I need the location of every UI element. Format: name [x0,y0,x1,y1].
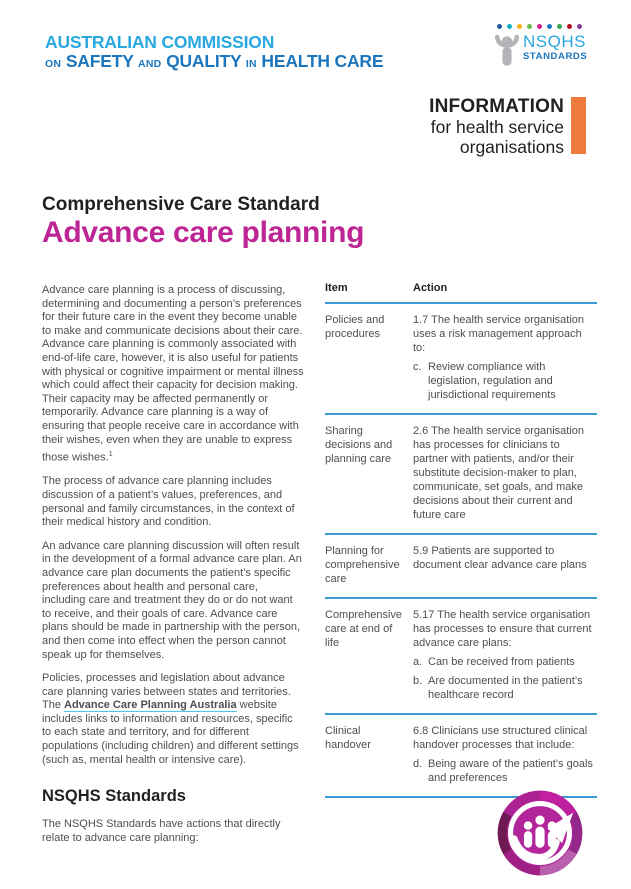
row-action-text: 2.6 The health service organisation has processes for clinicians to partner with patients, and/or their substitute decision-maker to plan, communicate, set goals, and make decisions about their current and future care [413,425,585,521]
action-subitem: a. Can be received from patients [413,656,575,668]
row-item-label: Sharing decisions and planning care [325,425,393,465]
acsqhc-logo [45,33,383,74]
closing-paragraph: The NSQHS Standards have actions that directly relate to advance care planning: [42,818,281,844]
paragraph-2: The process of advance care planning includes discussion of a patient’s values, preferences, and personal and family circumstances, in the context of their medical history and condition. [42,475,295,529]
nsqhs-dot-icon [517,24,522,29]
row-action-text: 1.7 The health service organisation uses a risk management approach to: [413,314,585,354]
row-action-text: 5.17 The health service organisation has processes to ensure that current advance care plans: [413,609,592,649]
logo-word-healthcare: HEALTH CARE [261,51,384,71]
nsqhs-logo-line1: NSQHS [523,32,586,51]
row-item-label: Policies and procedures [325,314,385,340]
nsqhs-dot-icon [547,24,552,29]
title-block [42,194,364,250]
table-row [325,304,597,415]
info-banner-title: INFORMATION [429,96,564,117]
paragraph-3: An advance care planning discussion will often result in the development of a formal advance care plan. An advance care plan documents the patient’s specific preferences about health and personal care, including care and treatment they do or do not want to receive, and their goals of care. Advance care plans should be made in partnership with the person, and then come into effect when the person cannot speak up for themselves. [42,539,302,661]
info-banner-line3: organisations [459,137,564,157]
actions-table [325,281,597,798]
row-action-text: 6.8 Clinicians use structured clinical handover processes that include: [413,725,588,751]
info-banner-line2: for health service [430,117,564,137]
table-row [325,599,597,715]
nsqhs-logo-text [523,33,587,62]
row-item-label: Clinical handover [325,725,371,751]
row-action-text: 5.9 Patients are supported to document clear advance care plans [413,545,587,571]
logo-word-in: IN [245,58,257,70]
page-title: Advance care planning [42,216,365,249]
logo-word-safety: SAFETY [65,51,134,71]
acsqhc-logo-line1: AUSTRALIAN COMMISSION [45,32,275,52]
nsqhs-dots [497,24,594,29]
paragraph-1: Advance care planning is a process of discussing, determining and documenting a person’s preferences for their future care in the event they become unable to make and communicate decisions about their care. Advance care planning is commonly associated with end-of-life care, however, it is also useful for patients with physical or cognitive impairment or mental illness which could affect their capacity for decision making. Their capacity may be affected permanently or temporarily. Advance care planning is a way of ensuring that people receive care in accordance with their wishes, even when they are unable to express those wishes.$^1$ [42,284,304,464]
row-item-label: Comprehensive care at end of life [325,609,403,649]
comprehensive-care-standard-icon [494,787,586,879]
nsqhs-dot-icon [567,24,572,29]
logo-word-on: ON [45,58,62,70]
article-body [42,284,304,855]
action-subitem: c. Review compliance with legislation, regulation and jurisdictional requirements [413,361,556,401]
nsqhs-logo-line2: STANDARDS [523,51,588,62]
nsqhs-standards-logo [494,24,594,72]
column-header-action: Action [413,282,448,294]
nsqhs-dot-icon [557,24,562,29]
nsqhs-dot-icon [577,24,582,29]
info-accent-bar [571,97,586,154]
info-banner [429,97,586,157]
advance-care-planning-australia-link[interactable]: Advance Care Planning Australia [64,699,237,712]
nsqhs-dot-icon [537,24,542,29]
table-row [325,535,597,599]
nsqhs-standards-heading: NSQHS Standards [42,787,186,806]
logo-word-quality: QUALITY [166,51,242,71]
column-header-item: Item [325,282,348,294]
table-row [325,715,597,798]
action-subitem: b. Are documented in the patient’s healthcare record [413,675,583,701]
logo-word-and: AND [138,58,162,70]
table-header-row [325,281,597,304]
standard-kicker: Comprehensive Care Standard [42,194,320,215]
paragraph-4: Policies, processes and legislation about advance care planning varies between states and territories. The Advance Care Planning Australia website includes links to information and resources, specific to each state and territory, and for different populations (including children) and different settings (such as, mental health or intensive care). [42,672,299,766]
action-subitem: d. Being aware of the patient’s goals and preferences [413,758,593,784]
acsqhc-logo-line2 [45,52,383,74]
row-item-label: Planning for comprehensive care [325,545,400,585]
nsqhs-dot-icon [527,24,532,29]
nsqhs-dot-icon [507,24,512,29]
person-arms-up-icon [494,33,520,72]
footnote-ref: 1 [108,449,113,459]
table-row [325,415,597,535]
nsqhs-dot-icon [497,24,502,29]
